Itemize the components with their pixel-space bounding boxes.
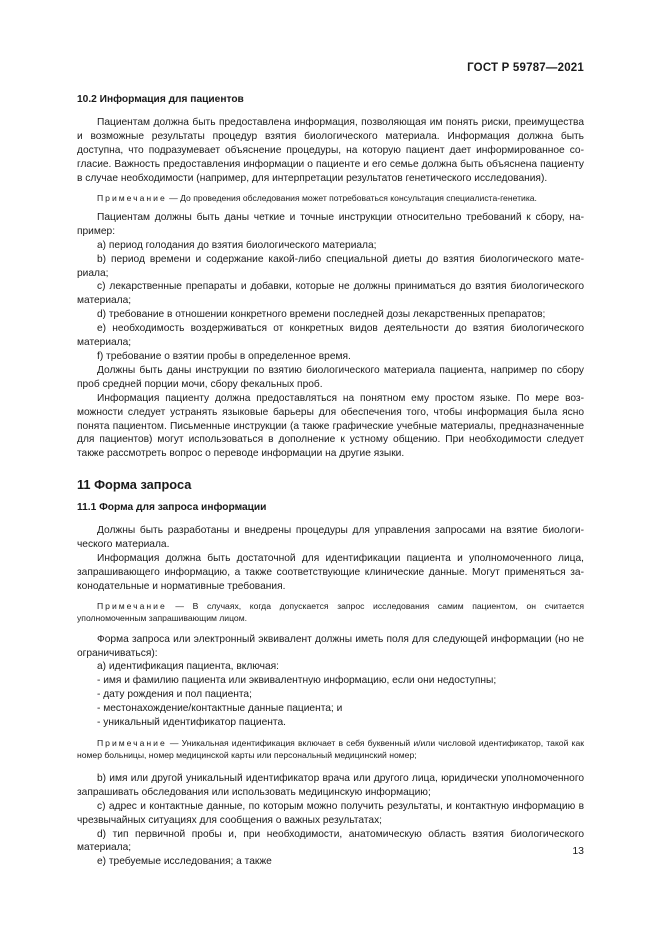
note	[77, 737, 584, 762]
list-item: e) требуемые исследования; а также	[97, 856, 272, 868]
list-item: b) имя или другой уникальный идентификатор врача или другого лица, юридически уполномоченного запрашивать обследования или использовать медицинскую информацию;	[77, 772, 584, 798]
list-item: a) идентификация пациента, включая:	[97, 661, 280, 673]
list-item: c) лекарственные препараты и добавки, которые не должны приниматься до взятия биологического материала;	[77, 281, 584, 307]
note-label: Примечание	[97, 600, 167, 611]
note-text: — До проведения обследования может потребоваться консультация специалиста-генетика.	[166, 193, 537, 204]
section-10-2-title: 10.2 Информация для пациентов	[77, 94, 244, 105]
paragraph: Информация должна быть достаточной для идентификации пациента и уполномоченного лица, запрашивающего информацию, а также соответствующие клинические данные. Могут применяться законодательные и нормативные требования.	[77, 552, 584, 592]
list-item: b) период времени и содержание какой-либо специальной диеты до взятия биологического материала;	[77, 253, 584, 279]
dash-item: - местонахождение/контактные данные пациента; и	[97, 703, 343, 715]
list-item: a) период голодания до взятия биологического материала;	[97, 239, 377, 251]
dash-item: - уникальный идентификатор пациента.	[97, 717, 286, 729]
paragraph: Пациентам должны быть даны четкие и точные инструкции относительно требований к сбору, например:	[77, 211, 584, 237]
note-text: — Уникальная идентификация включает в себя буквенный и/или числовой идентификатор, такой как номер больницы, номер медицинской карты или персональный медицинский номер;	[77, 737, 584, 761]
note	[77, 192, 584, 205]
document-body	[77, 93, 584, 869]
note	[77, 600, 584, 625]
note-label: Примечание	[97, 737, 167, 748]
dash-item: - имя и фамилию пациента или эквивалентную информацию, если они недоступны;	[97, 675, 497, 687]
paragraph: Должны быть даны инструкции по взятию биологического материала пациента, например по сбору проб средней порции мочи, сбору фекальных проб.	[77, 364, 584, 390]
page-number: 13	[572, 845, 584, 857]
paragraph: Пациентам должна быть предоставлена информация, позволяющая им понять риски, преимущества и возможные результаты процедур взятия биологического материала. Информация должна быть доступна, что подразумевает объяснение процедуры, на которую пациент дает информированное согласие. Важность предоставления информации о пациенте и его семье должна быть объяснена пациенту в случае необходимости (например, для интерпретации результатов генетического исследования).	[77, 116, 584, 184]
list-item: f) требование о взятии пробы в определенное время.	[97, 351, 351, 362]
paragraph: Форма запроса или электронный эквивалент должны иметь поля для следующей информации (но не ограничиваться):	[77, 633, 584, 659]
dash-item: - дату рождения и пол пациента;	[97, 689, 252, 701]
standard-header: ГОСТ Р 59787—2021	[467, 62, 584, 74]
list-item: e) необходимость воздерживаться от конкретных видов деятельности до взятия биологического материала;	[77, 323, 584, 349]
list-item: c) адрес и контактные данные, по которым можно получить результаты, и контактную информацию в чрезвычайных ситуациях для сообщения о важных результатах;	[77, 800, 584, 826]
paragraph: Должны быть разработаны и внедрены процедуры для управления запросами на взятие биологического материала.	[77, 525, 584, 550]
list-item: d) требование в отношении конкретного времени последней дозы лекарственных препаратов;	[97, 309, 546, 321]
section-11-1-title: 11.1 Форма для запроса информации	[77, 502, 267, 514]
paragraph: Информация пациенту должна предоставляться на понятном ему простом языке. По мере возможности следует устранять языковые барьеры для обеспечения того, чтобы информация была ясно понята пациентом. Письменные инструкции (а также графические учебные материалы, предназначенные для пациентов) могут использоваться в дополнение к устному общению. При необходимости следует также рассмотреть вопрос о переводе информации на другие языки.	[77, 392, 584, 460]
section-11-title: 11 Форма запроса	[77, 477, 192, 493]
note-text: — В случаях, когда допускается запрос исследования самим пациентом, он считается уполномоченным запрашивающим лицом.	[77, 600, 584, 624]
note-label: Примечание	[97, 193, 167, 204]
list-item: d) тип первичной пробы и, при необходимости, анатомическую область взятия биологического материала;	[77, 828, 584, 854]
